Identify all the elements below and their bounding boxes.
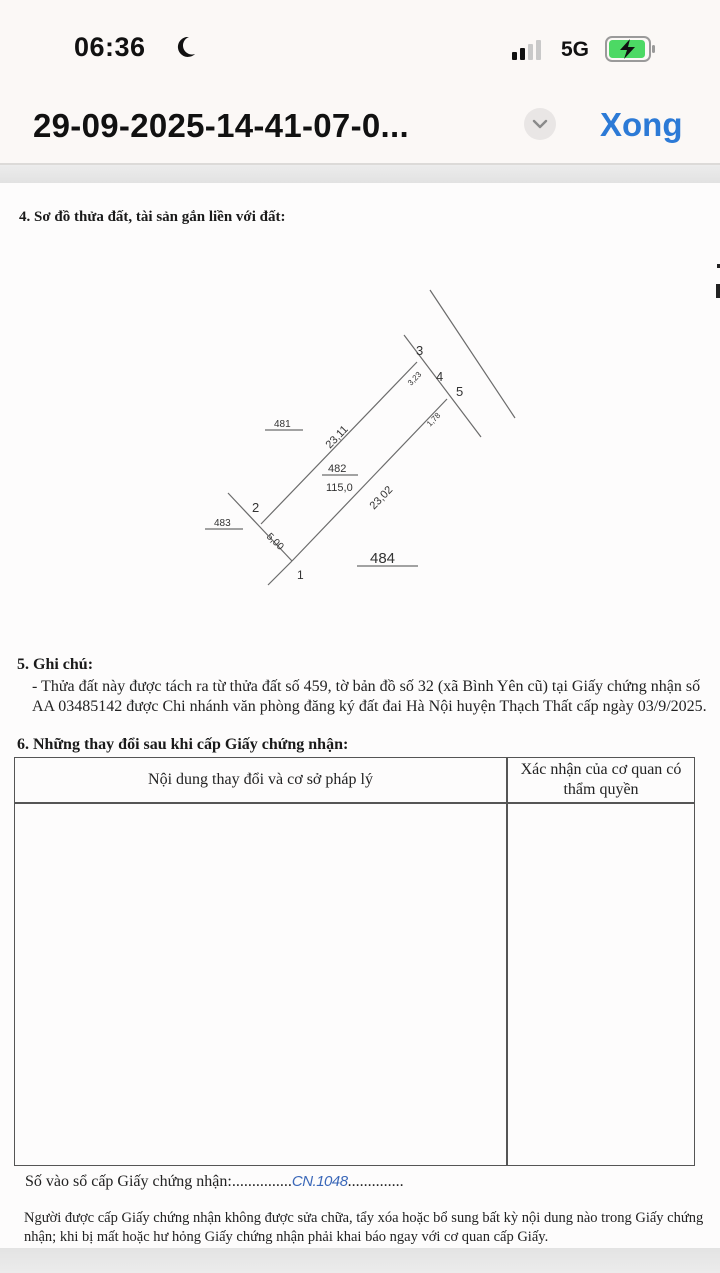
changes-table [14, 757, 695, 1166]
edge-length-4-5: 1,78 [424, 410, 443, 429]
edge-length-1-2: 5,00 [263, 531, 286, 553]
registration-value: CN.1048 [291, 1173, 348, 1190]
network-type: 5G [561, 38, 590, 61]
document-nav-bar [0, 95, 720, 165]
status-time: 06:36 [74, 32, 146, 62]
section-4-heading: 4. Sơ đồ thửa đất, tài sản gắn liền với đất: [19, 209, 286, 225]
parcel-482: 482 [328, 463, 347, 475]
parcel-diagram [0, 183, 720, 623]
registration-number-line [25, 1173, 404, 1191]
warning-text: Người được cấp Giấy chứng nhận không được sửa chữa, tẩy xóa hoặc bổ sung bất kỳ nội dung nào trong Giấy chứng nhận; khi bị mất hoặc hư hỏng Giấy chứng nhận phải khai báo ngay với cơ quan cấp Giấy. [24, 1210, 704, 1245]
parcel-484: 484 [370, 550, 396, 567]
registration-dots: .............. [347, 1173, 404, 1190]
point-label-4: 4 [436, 369, 444, 384]
parcel-481: 481 [274, 419, 291, 430]
point-label-3: 3 [416, 343, 424, 358]
title-menu-button[interactable] [524, 108, 556, 140]
registration-label: Số vào sổ cấp Giấy chứng nhận: [25, 1173, 232, 1190]
registration-dots: ............... [231, 1173, 292, 1190]
document-page[interactable] [0, 183, 720, 1248]
point-label-5: 5 [456, 384, 464, 399]
parcel-482-area: 115,0 [326, 482, 353, 494]
edge-length-2-3: 23,11 [323, 423, 351, 452]
edge-length-1-4: 23,02 [367, 483, 396, 513]
point-label-2: 2 [252, 500, 260, 515]
document-title[interactable]: 29-09-2025-14-41-07-0... [33, 107, 409, 144]
done-button[interactable]: Xong [600, 106, 683, 143]
table-header-confirmation: Xác nhận của cơ quan có thẩm quyền [520, 761, 682, 798]
page-gap [0, 1248, 720, 1273]
edge-length-3-4: 3,23 [405, 369, 424, 388]
table-header-changes: Nội dung thay đổi và cơ sở pháp lý [148, 771, 373, 788]
page-edge-mark [716, 284, 720, 298]
chevron-down-icon [532, 119, 548, 129]
note-text: - Thửa đất này được tách ra từ thửa đất số 459, tờ bản đồ số 32 (xã Bình Yên cũ) tại Giấy chứng nhận số AA 03485142 được Chi nhánh văn phòng đăng ký đất đai Hà Nội huyện Thạch Thất cấp ngày 03/9/2025. [32, 678, 707, 715]
section-5-heading: 5. Ghi chú: [17, 656, 94, 673]
page-gap [0, 165, 720, 183]
status-bar [0, 0, 720, 95]
point-label-1: 1 [297, 568, 304, 582]
battery-charging-icon [605, 36, 657, 62]
table-cell-confirmation [507, 804, 695, 1165]
moon-icon [176, 35, 196, 59]
signal-strength-icon [512, 40, 541, 60]
section-6-heading: 6. Những thay đổi sau khi cấp Giấy chứng nhận: [17, 736, 349, 753]
parcel-483: 483 [214, 518, 231, 529]
table-cell-changes [15, 804, 506, 1165]
